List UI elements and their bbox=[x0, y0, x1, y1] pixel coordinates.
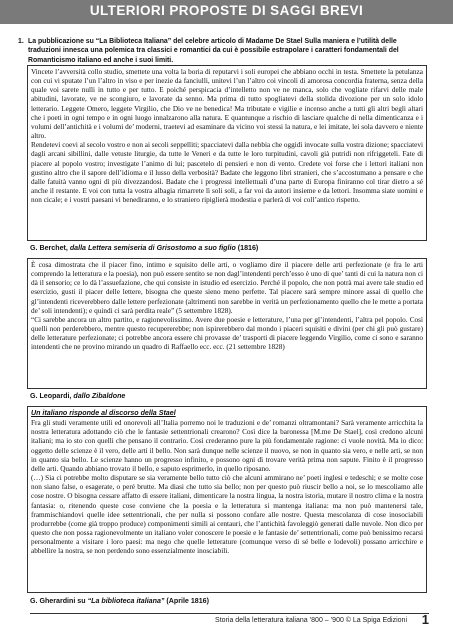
excerpt-paragraph: Fra gli studi veramente utili ed onorevoli all’Italia porremo noi le traduzioni e de’ romanzi oltramontani? Sarà veramente arricchita la nostra letteratura adottando ciò che le fantasie settentrionali crearono? Così dice la baronessa [M.me De Stael], così credono alcuni italiani; ma io sto con quelli che pensano il contrario. Così crederanno pure la più fondamentale ragione: ci vuole novità. Ma io dico: oggetto delle scienze è il vero, delle arti il bello. Non sarà dunque nelle scienze il nuovo, se non in quanto sia vero, e nelle arti, se non in quanto sia bello. Le scienze hanno un progresso infinito, e possono ogni dì trovare verità prima non sapute. Finito è il progresso delle arti. Quando abbiano trovato il bello, e saputo esprimerlo, in quello riposano. bbox=[31, 419, 423, 473]
excerpt-paragraph: (…) Sia ci potrebbe molto disputare se sia veramente bello tutto ciò che alcuni ammirano ne’ poeti inglesi e tedeschi; e se molte cose non siano false, o esagerate, o peré brutte. Ma diasi che tutto sia bello; non per questo può riuscir bello a noi, se lo mescoliamo alle cose nostre. O bisogna cessare affatto di essere italiani, dimenticare la nostra lingua, la nostra istoria, mutare il nostro clima e la nostra fantasia: o, ritenendo queste cose conviene che la poesia e la letteratura si mantenga italiana: ma non può mantenersi tale, frammischiandovi quelle idee settentrionali, che per nulla si possono confare alle nostre. Questa mescolanza di cose inosociabili produrrebbe (come già troppo produce) componimenti simili ai centauri, che l’antichità favoleggiò generati dalle nuvole. Non dico per questo che non possa ragionevolmente un italiano voler conoscere le poesie e le fantasie de’ settentrionali, come può benissimo recarsi personalmente a visitare i loro paesi: ma nego che quelle letterature (comunque verso di sé belle e lodevoli) possano arricchire e abbellire la nostra, se non perdendo sono essenzialmente inosciabili. bbox=[31, 474, 423, 556]
excerpt-paragraph: Vincete l’avversità collo studio, smettete una volta la boria di reputarvi i soli europei che abbiano occhi in testa. Smettete la petulanza con cui vi sputate l’un l’altro in viso e per inezie da fanciulli, unitevi l’un l’altro coi vincoli di amorosa concordia fraterna, senza della quale voi sarete nulli in tutto e per tutto. E poiché perspicacia d’intelletto non ve ne manca, solo che vogliate rifarvi delle male abitudini, lavorate, ve ne scongiuro, e lavorate da senno. Ma prima di tutto spogliatevi della stolida divozione per un solo idolo letterario. Leggete Omero, leggete Virgilio, che Dio ve ne benedica! Ma tributate e vigilie e incenso anche a tutti gli altri begli altari che i poeti in ogni tempo e in ogni luogo innalzarono alla natura. E quantunque a rischio di lasciare qualche di nella dimenticanza e i volumi dell’antichità e i volumi de’ moderni, traetevi ad esaminare da vicino voi stessi la natura, e lei imitate, lei sola davvero e niente altro. bbox=[31, 68, 423, 141]
excerpt-box-leopardi bbox=[27, 258, 427, 389]
source-author: G. Gherardini su bbox=[30, 597, 88, 605]
intro-number: 1. bbox=[18, 38, 24, 45]
source-author: G. Berchet, bbox=[30, 244, 70, 252]
source-caption-leopardi bbox=[30, 392, 125, 400]
source-title: “La biblioteca italiana” bbox=[87, 597, 165, 605]
intro-text: La pubblicazione su “La Biblioteca Italiana” del celebre articolo di Madame De Stael Sulla maniera e l’utilità delle traduzioni innesca una polemica tra classici e romantici da cui è possibile estrapolare i caratteri fondamentali del Romanticismo italiano ed anche i suoi limiti. bbox=[28, 38, 399, 64]
intro-prompt bbox=[18, 37, 428, 65]
source-year: (Aprile 1816) bbox=[164, 597, 209, 605]
excerpt-paragraph: È cosa dimostrata che il piacer fino, intimo e squisito delle arti, o vogliamo dire il piacere delle arti perfezionate (e fra le arti comprendo la letteratura e la poesia), non può essere sentito se non dagl’intendenti perch’esso è uno di que’ tanti di cui la natura non ci dà il sensorio; ce lo dà l’assuefazione, che qui consiste in istudio ed esercizio. Perché il popolo, che non potrà mai avere tale studio ed esercizio, gusti il piacer delle lettere, bisogna che queste sieno meno perfette. Tal piacere sarà sempre minore assai di quello che gl’intendenti riceverebbero dalle lettere perfezionate (altrimenti non sarebbe in verità un perfezionamento quello che le mette a portata de’ soli intendenti); e quindi ci sarà perdita reale” (5 settembre 1828). bbox=[31, 261, 423, 315]
page-footer bbox=[30, 613, 429, 628]
excerpt-paragraph: “Ci sarebbe ancora un altro partito, e ragionevolissimo. Avere due poesie e letterature, l’una per gl’intendenti, l’altra pel popolo. Così quelli non perderebbero, mentre questo recupererebbe; non ispirerebbero dal mondo i piaceri squisiti e divini (per chi gli può gustare) delle letterature perfezionate; ci potrebbe ancora essere chi provasse de’ trasporti di piacere leggendo Virgilio, come ci sono e saranno intendenti che ne provino mirando un quadro di Raffaello ecc. ecc. (21 settembre 1828) bbox=[31, 315, 423, 352]
page-number: 1 bbox=[421, 612, 429, 627]
footer-publisher: Storia della letteratura italiana ’800 – ’900 © La Spiga Edizioni bbox=[215, 617, 407, 624]
excerpt-paragraph: Rendetevi coevi al secolo vostro e non ai secoli seppelliti; spacciatevi dalla nebbia che oggidì invocate sulla vostra dizione; spacciatevi dagli arcani sibillini, dalle vetuste liturgie, da tutte le Veneri e da tutte le loro turpitudini, cavoli già putridi non rifriggeteli. Fate di piacere al popolo vostro; investigate l’animo di lui; pascetelo di pensieri e non di vento. Credete voi forse che i lettori italiani non gustino altro che il sapore dell’idioma e il lusso della verbosità? Badate che leggono libri stranieri, che s’accostumano a pensare e che dalle fatuità vanno ogni dì più divezzandosi. Badate che i progressi intellettuali d’una parte di Europa finiranno col tirar dietro a sé anche il restante. E voi con tutta la vostra albagia rimarrete lì soli soli, a far voi da autori insieme e da lettori. Insomma siate uomini e non cicale; e i vostri paesani vi benediranno, e lo straniero ripiglierà modestia e parlerà di voi coll’antico rispetto. bbox=[31, 141, 423, 205]
page-title: ULTERIORI PROPOSTE DI SAGGI BREVI bbox=[89, 3, 364, 18]
excerpt-box-gherardini bbox=[27, 406, 427, 593]
source-title: dallo Zibaldone bbox=[73, 392, 126, 400]
source-caption-gherardini bbox=[30, 597, 209, 605]
header-banner bbox=[0, 0, 453, 24]
source-title: dalla Lettera semiseria di Grisostomo a suo figlio bbox=[69, 244, 236, 252]
excerpt-box-berchet bbox=[27, 65, 427, 241]
source-author: G. Leopardi, bbox=[30, 392, 74, 400]
excerpt-subtitle: Un italiano risponde al discorso della Stael bbox=[31, 409, 176, 417]
source-caption-berchet bbox=[30, 244, 258, 252]
source-year: (1816) bbox=[235, 244, 259, 252]
